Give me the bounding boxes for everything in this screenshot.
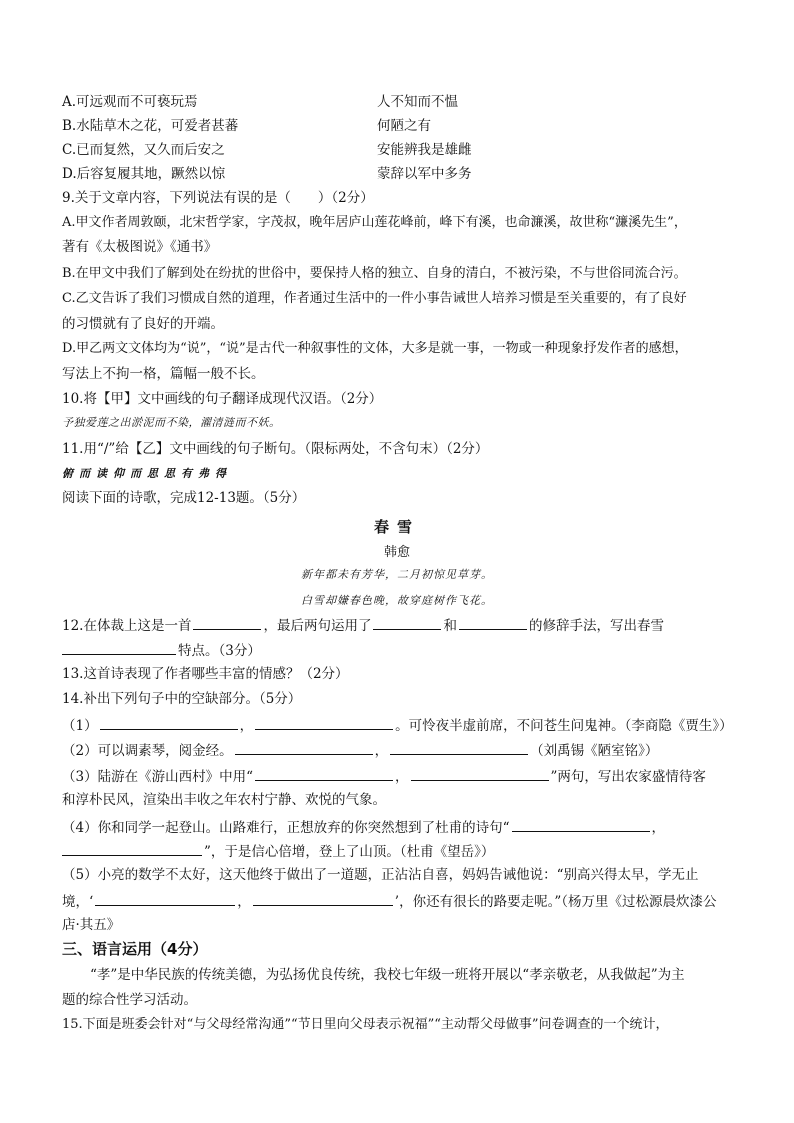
q14-stem: 14.补出下列句子中的空缺部分。（5分） [62, 691, 302, 707]
q9-option-d-line1: D.甲乙两文文体均为“说”，“说”是古代一种叙事性的文体，大多是就一事，一物或一种现象抒发作者的感想， [62, 341, 688, 356]
q12-text-4: 的修辞手法，写出春雪 [528, 618, 664, 634]
q14-item-2-text-end: （刘禹锡《陋室铭》） [530, 743, 659, 759]
poem-title: 春雪 [373, 518, 420, 536]
q14-1-blank-a[interactable] [100, 715, 238, 730]
q8-option-d-right: 蒙辞以军中多务 [377, 166, 472, 182]
q14-item-5: （5）小亮的数学不太好，这天他终于做出了一道题，正沾沾自喜，妈妈告诫他说：“别高兴得太早，学无止 [62, 867, 699, 883]
q14-item-1: （1） ， 。可怜夜半虚前席，不问苍生问鬼神。（李商隐《贾生》） [62, 715, 733, 735]
q8-option-a-right: 人不知而不愠 [377, 94, 458, 110]
q11-stem: 11.用“/”给【乙】文中画线的句子断句。（限标两处，不含句末）（2分） [62, 441, 489, 457]
section-3-paragraph-line1: “孝”是中华民族的传统美德，为弘扬优良传统，我校七年级一班将开展以“孝亲敬老，从我做起”为主 [90, 967, 685, 983]
q14-item-4: （4）你和同学一起登山。山路难行，正想放弃的你突然想到了杜甫的诗句“ ， [62, 817, 665, 837]
poem-author: 韩愈 [383, 545, 410, 560]
q10-sentence: 予独爱莲之出淤泥而不染，濯清涟而不妖。 [62, 416, 281, 429]
q14-4-blank-b[interactable] [62, 841, 202, 856]
q14-3-blank-b[interactable] [411, 766, 549, 781]
q14-item-5-line3: 店·其五》 [62, 917, 121, 933]
q8-option-d-left: D.后容复履其地，蹶然以惊 [62, 166, 226, 182]
q14-item-4-text-start: （4）你和同学一起登山。山路难行，正想放弃的你突然想到了杜甫的诗句“ [62, 820, 510, 836]
q14-item-1-text: 。可怜夜半虚前席，不问苍生问鬼神。（李商隐《贾生》） [395, 718, 733, 734]
q14-1-blank-b[interactable] [255, 715, 393, 730]
q14-2-blank-a[interactable] [235, 740, 373, 755]
q12-text-3: 和 [443, 618, 457, 634]
q9-option-a-line1: A.甲文作者周敦颐，北宋哲学家，字茂叔，晚年居庐山莲花峰前，峰下有溪，也命濂溪，故世称“濂溪先生”， [62, 215, 687, 230]
q14-item-5-text-end: ’，你还有很长的路要走呢。”（杨万里《过松源晨炊漆公 [394, 894, 717, 910]
q12-line2 [62, 640, 261, 660]
q14-item-3: （3）陆游在《游山西村》中用“ ， ”两句，写出农家盛情待客 [62, 766, 706, 786]
q15-stem: 15.下面是班委会针对“与父母经常沟通”“节日里向父母表示祝福”“主动帮父母做事”问卷调查的一个统计， [62, 1017, 669, 1032]
q14-item-2: （2）可以调素琴，阅金经。 ， （刘禹锡《陋室铭》） [62, 740, 658, 760]
poem-intro: 阅读下面的诗歌，完成12-13题。（5分） [62, 490, 306, 506]
q14-2-blank-b[interactable] [390, 740, 528, 755]
q13-stem: 13.这首诗表现了作者哪些丰富的情感？（2分） [62, 666, 349, 682]
q14-item-1-number: （1） [62, 718, 98, 734]
q8-option-a-left: A.可远观而不可亵玩焉 [62, 94, 198, 110]
q14-4-blank-a[interactable] [512, 817, 650, 832]
q11-sentence: 俯而读仰而思思有弗得 [62, 467, 232, 480]
q8-option-b-left: B.水陆草木之花，可爱者甚蕃 [62, 118, 239, 134]
q14-item-3-text-end: ”两句，写出农家盛情待客 [550, 769, 706, 785]
q14-item-4-text-end: ”，于是信心倍增，登上了山顶。（杜甫《望岳》） [204, 844, 495, 860]
q12-line1 [62, 615, 664, 635]
q9-option-d-line2: 写法上不拘一格，篇幅一般不长。 [62, 366, 265, 382]
q14-item-5-line2: 境，‘ ， ’，你还有很长的路要走呢。”（杨万里《过松源晨炊漆公 [62, 891, 717, 911]
q9-stem: 9.关于文章内容，下列说法有误的是（ ）（2分） [62, 190, 374, 206]
q12-text-5: 特点。（3分） [178, 643, 261, 659]
q9-option-c-line2: 的习惯就有了良好的开端。 [62, 316, 224, 332]
q14-5-blank-a[interactable] [95, 891, 235, 906]
q9-option-b: B.在甲文中我们了解到处在纷扰的世俗中，要保持人格的独立、自身的清白，不被污染，不与世俗同流合污。 [62, 266, 687, 281]
section-3-paragraph-line2: 题的综合性学习活动。 [62, 992, 197, 1008]
poem-line-2: 白雪却嫌春色晚，故穿庭树作飞花。 [301, 594, 493, 607]
q8-option-b-right: 何陋之有 [377, 118, 431, 134]
q8-option-c [62, 141, 472, 159]
q14-item-3-text-start: （3）陆游在《游山西村》中用“ [62, 769, 253, 785]
q10-stem: 10.将【甲】文中画线的句子翻译成现代汉语。（2分） [62, 391, 383, 407]
q14-5-blank-b[interactable] [253, 891, 393, 906]
section-3-title: 三、语言运用（4分） [62, 940, 208, 958]
q12-blank-rhetoric-1[interactable] [373, 615, 441, 630]
q8-option-d [62, 165, 472, 183]
q12-blank-rhetoric-2[interactable] [459, 615, 527, 630]
q8-option-c-left: C.已而复然，又久而后安之 [62, 142, 225, 158]
q12-blank-genre[interactable] [193, 615, 261, 630]
q8-option-a [62, 93, 458, 111]
q14-item-5-text-mid: 境，‘ [62, 894, 94, 910]
q8-option-b [62, 117, 431, 135]
poem-line-1: 新年都未有芳华，二月初惊见草芽。 [301, 568, 493, 581]
q12-text-1: 12.在体裁上这是一首 [62, 618, 192, 634]
q9-option-a-line2: 著有《太极图说》《通书》 [62, 239, 218, 255]
q12-text-2: ，最后两句运用了 [263, 618, 372, 634]
q8-option-c-right: 安能辨我是雄雌 [377, 142, 472, 158]
q14-item-3-line2: 和淳朴民风，渲染出丰收之年农村宁静、欢悦的气象。 [62, 792, 386, 808]
q12-blank-feature[interactable] [62, 640, 176, 655]
q14-item-2-text-start: （2）可以调素琴，阅金经。 [62, 743, 233, 759]
q14-item-4-line2 [62, 841, 494, 861]
q9-option-c-line1: C.乙文告诉了我们习惯成自然的道理，作者通过生活中的一件小事告诫世人培养习惯是至关重要的，有了良好 [62, 291, 687, 306]
q14-3-blank-a[interactable] [255, 766, 393, 781]
